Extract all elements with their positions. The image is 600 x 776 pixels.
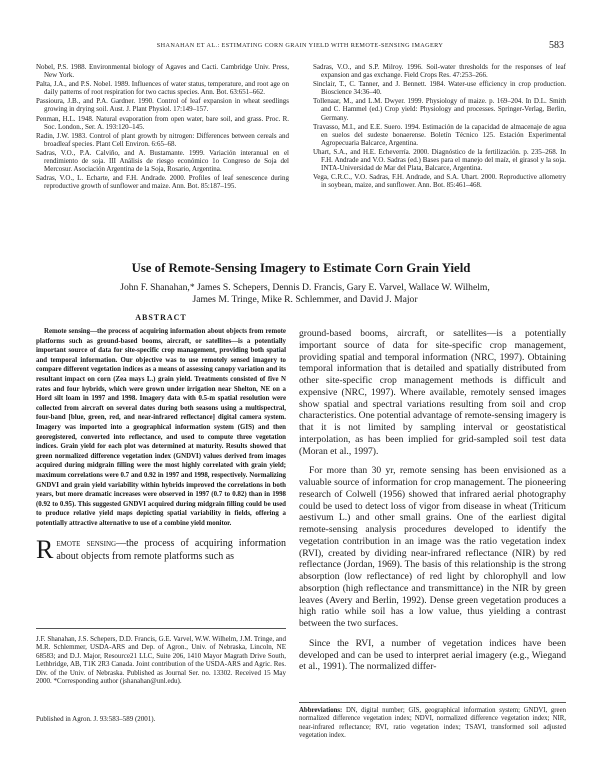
authors-line: John F. Shanahan,* James S. Schepers, Dennis D. Francis, Gary E. Varvel, Wallace W. Wilhelm,: [120, 282, 490, 293]
abstract-heading: ABSTRACT: [135, 313, 187, 322]
reference-entry: Palta, J.A., and P.S. Nobel. 1989. Influences of water status, temperature, and root age on daily patterns of root respiration for two cactus species. Ann. Bot. 63:651–662.: [36, 80, 289, 97]
reference-entry: Vega, C.R.C., V.O. Sadras, F.H. Andrade, and S.A. Uhart. 2000. Reproductive allometry in soybean, maize, and sunflower. Ann. Bot. 85:461–468.: [313, 173, 566, 190]
page-number: 583: [549, 40, 564, 51]
reference-entry: Sadras, V.O., L. Echarte, and F.H. Andrade. 2000. Profiles of leaf senescence during reproductive growth of sunflower and maize. Ann. Bot. 85:187–195.: [36, 174, 289, 191]
references-right-column: [313, 63, 566, 191]
author-list: [60, 282, 550, 306]
abstract-text: Remote sensing—the process of acquiring information about objects from remote platforms such as ground-based booms, aircraft, or satellites—is a potentially important source of data for site-specific crop management, providing both spatial and temporal information. Our objective was to use remotely sensed imagery to compare different vegetation indices as a means of assessing canopy variation and its resultant impact on corn (Zea mays L.) grain yield. Treatments consisted of five N rates and four hybrids, which were grown under irrigation near Shelton, NE on a Hord silt loam in 1997 and 1998. Imagery data with 0.5-m spatial resolution were collected from aircraft on several dates during both seasons using a multispectral, four-band [blue, green, red, and near-infrared reflectance] digital camera system. Imagery was imported into a geographical information system (GIS) and then georegistered, converted into reflectance, and used to compute three vegetation indices. Grain yield for each plot was determined at maturity. Results showed that green normalized difference vegetation index (GNDVI) values derived from images acquired during midgrain filling were the most highly correlated with grain yield; maximum correlations were 0.7 and 0.92 in 1997 and 1998, respectively. Normalizing GNDVI and grain yield variability within hybrids improved the correlations in both years, but more dramatic increases were observed in 1997 (0.7 to 0.82) than in 1998 (0.92 to 0.95). This suggested GNDVI acquired during midgrain filling could be used to produce relative yield maps depicting spatial variability in fields, offering a potentially attractive alternative to use of a combine yield monitor.: [36, 328, 286, 527]
abbreviations-footnote: [299, 702, 566, 741]
reference-entry: Penman, H.L. 1948. Natural evaporation from open water, bare soil, and grass. Proc. R. Soc. London., Ser. A. 193:120–145.: [36, 114, 289, 131]
reference-entry: Uhart, S.A., and H.E. Echeverría. 2000. Diagnóstico de la fertilización. p. 235–268. In F.H. Andrade and V.O. Sadras (ed.) Bases para el manejo del maíz, el girasol y la soja. INTA-Universidad de Mar del Plata, Balcarce, Argentina.: [313, 147, 566, 173]
reference-entry: Sadras, V.O., P.A. Calviño, and A. Bustamante. 1999. Variación interanual en el rendimiento de soja. III Análisis de riesgo económico 1o Congreso de Soja del Mercosur. Asociación Argentina de la Soja, Rosario, Argentina.: [36, 148, 289, 174]
reference-entry: Travasso, M.I., and E.E. Suero. 1994. Estimación de la capacidad de almacenaje de agua en suelos del sudeste bonaerense. Boletín Técnico 125. Estación Experimental Agropecuaria Balcarce, Argentina.: [313, 122, 566, 147]
reference-entry: Tollenaar, M., and L.M. Dwyer. 1999. Physiology of maize. p. 169–204. In D.L. Smith and C. Hammel (ed.) Crop yield: Physiology and processes. Springer-Verlag, Berlin, Germany.: [313, 97, 566, 122]
intro-text: —the process of acquiring information about objects from remote platforms such as: [56, 538, 286, 562]
intro-smallcaps: emote sensing: [56, 538, 117, 550]
article-title: Use of Remote-Sensing Imagery to Estimate Corn Grain Yield: [131, 261, 471, 275]
references-section: [36, 63, 566, 191]
reference-entry: Passioura, J.B., and P.A. Gardner. 1990. Control of leaf expansion in wheat seedlings growing in drying soil. Aust. J. Plant Physiol. 17:149–157.: [36, 97, 289, 114]
left-column: [36, 313, 286, 563]
references-left-column: [36, 63, 289, 191]
author-affiliation-footnote: J.F. Shanahan, J.S. Schepers, D.D. Francis, G.E. Varvel, W.W. Wilhelm, J.M. Tringe, and M.R. Schlemmer, USDA-ARS and Dep. of Agron., Univ. of Nebraska, Lincoln, NE 68583; and D.J. Major, Resource21 LLC, Suite 206, 1410 Mayor Magrath Drive South, Lethbridge, AB, T1K 2R3 Canada. Joint contribution of the USDA-ARS and Agric. Res. Div. of the Univ. of Nebraska. Published as Journal Ser. no. 13302. Received 15 May 2000. *Corresponding author (jshanahan@unl.edu).: [36, 628, 286, 685]
reference-entry: Sinclair, T., C. Tanner, and J. Bennett. 1984. Water-use efficiency in crop production. Bioscience 34:36–40.: [313, 80, 566, 97]
running-head: SHANAHAN ET AL.: ESTIMATING CORN GRAIN YIELD WITH REMOTE-SENSING IMAGERY: [156, 42, 444, 49]
abbreviations-text: DN, digital number; GIS, geographical information system; GNDVI, green normalized difference vegetation index; NDVI, normalized difference vegetation index; NIR, near-infrared reflectance; RVI, ratio vegetation index; TSAVI, transformed soil adjusted vegetation index.: [299, 707, 566, 740]
publication-note: Published in Agron. J. 93:583–589 (2001).: [36, 715, 156, 723]
drop-cap: R: [36, 535, 54, 565]
reference-entry: Sadras, V.O., and S.P. Milroy. 1996. Soil-water thresholds for the responses of leaf expansion and gas exchange. Field Crops Res. 47:253–266.: [313, 63, 566, 80]
authors-line: James M. Tringe, Mike R. Schlemmer, and David J. Major: [192, 294, 418, 305]
reference-entry: Nobel, P.S. 1988. Environmental biology of Agaves and Cacti. Cambridge Univ. Press, New York.: [36, 63, 289, 80]
body-paragraph: For more than 30 yr, remote sensing has been envisioned as a valuable source of information for crop management. The pioneering research of Colwell (1956) showed that infrared aerial photography could be used to detect loss of vigor from disease in wheat (Triticum aestivum L.) and other small grains. One of the earliest digital remote-sensing analysis procedures developed to identify the vegetation contribution in an image was the ratio vegetation index (RVI), created by dividing near-infrared reflectance (NIR) by red reflectance (Jordan, 1969). The basis of this relationship is the strong absorption (low reflectance) of red light by chlorophyll and low absorption (high reflectance and transmittance) in the NIR by green leaves (Avery and Berlin, 1992). Dense green vegetation produces a high ratio while soil has a low value, thus yielding a contrast between the two surfaces.: [299, 465, 566, 629]
abbreviations-label: Abbreviations:: [299, 707, 343, 714]
body-paragraph: Since the RVI, a number of vegetation indices have been developed and can be used to interpret aerial imagery (e.g., Wiegand et al., 1991). The normalized differ-: [299, 637, 566, 673]
body-paragraph: ground-based booms, aircraft, or satellites—is a potentially important source of data for site-specific crop management, providing spatial and temporal information (NRC, 1997). Obtaining temporal information that is detailed and spatially distributed from other site-specific crop management methods is difficult and expensive (NRC, 1997). Where available, remotely sensed images show spatial and spectral variations resulting from soil and crop characteristics. One potential advantage of remote-sensing imagery is that it is not limited by sampling interval or geostatistical interpolation, as has been implied for grid-sampled soil test data (Moran et al., 1997).: [299, 328, 566, 457]
introduction-opening: [36, 535, 286, 565]
right-column: [299, 328, 566, 673]
reference-entry: Radin, J.W. 1983. Control of plant growth by nitrogen: Differences between cereals and broadleaf species. Plant Cell Environ. 6:65–68.: [36, 131, 289, 148]
